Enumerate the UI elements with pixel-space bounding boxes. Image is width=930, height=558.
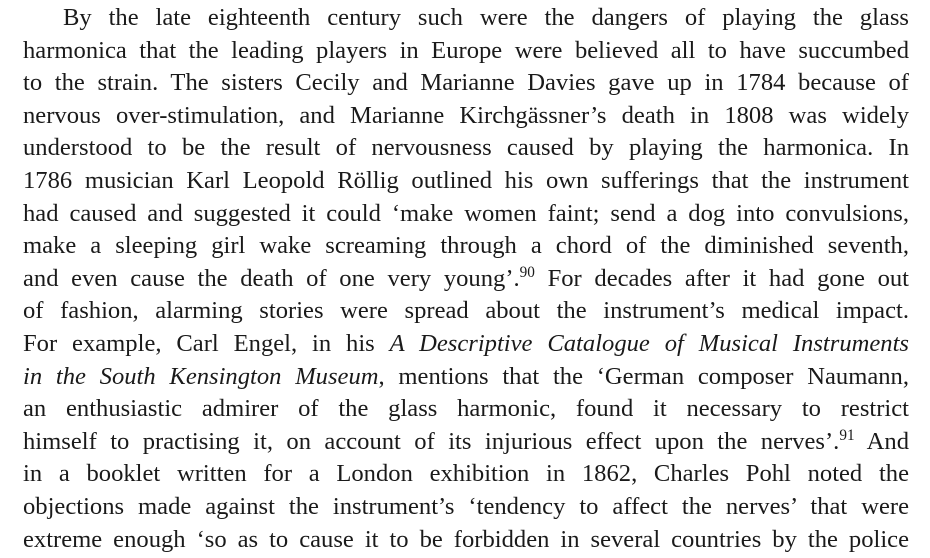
- text-line: [23, 165, 909, 198]
- line-text: himself to practising it, on account of its injurious effect upon the nerves’.: [23, 427, 840, 455]
- document-page: [23, 2, 909, 556]
- line-text: And: [854, 427, 909, 455]
- text-line: [23, 328, 909, 361]
- line-text: of fashion, alarming stories were spread about the instrument’s medical impact.: [23, 297, 909, 325]
- text-line: [23, 361, 909, 394]
- line-text: By the late eighteenth century such were the dangers of playing the glass: [63, 4, 909, 31]
- line-text: harmonica that the leading players in Europe were believed all to have succumbed: [23, 36, 909, 64]
- body-paragraph: [23, 2, 909, 556]
- line-text: 1786 musician Karl Leopold Röllig outlined his own sufferings that the instrument: [23, 166, 909, 194]
- text-line: [23, 230, 909, 263]
- line-text: objections made against the instrument’s ‘tendency to affect the nerves’ that were: [23, 492, 909, 520]
- line-text: an enthusiastic admirer of the glass harmonic, found it necessary to restrict: [23, 395, 909, 423]
- line-text: nervous over-stimulation, and Marianne Kirchgässner’s death in 1808 was widely: [23, 101, 909, 129]
- line-text: in a booklet written for a London exhibition in 1862, Charles Pohl noted the: [23, 460, 909, 488]
- text-line: [23, 491, 909, 524]
- footnote-marker-91: 91: [839, 427, 855, 445]
- text-line: [23, 393, 909, 426]
- text-line: [23, 132, 909, 165]
- line-text: had caused and suggested it could ‘make women faint; send a dog into convulsions,: [23, 199, 909, 227]
- text-line: [23, 35, 909, 68]
- text-line: [23, 426, 909, 459]
- text-line: [23, 295, 909, 328]
- book-title-part-2: in the South Kensington Museum: [23, 362, 379, 390]
- book-title-part-1: A Descriptive Catalogue of Musical Instruments: [389, 329, 909, 357]
- line-text: understood to be the result of nervousness caused by playing the harmonica. In: [23, 134, 909, 162]
- text-line: [23, 524, 909, 557]
- text-line: [23, 263, 909, 296]
- line-text: and even cause the death of one very young’.: [23, 264, 520, 292]
- line-text: , mentions that the ‘German composer Naumann,: [378, 362, 909, 390]
- text-line: [23, 458, 909, 491]
- footnote-marker-90: 90: [519, 264, 535, 282]
- text-line: [23, 198, 909, 231]
- line-text: extreme enough ‘so as to cause it to be forbidden in several countries by the police: [23, 525, 909, 553]
- text-line: [23, 2, 909, 35]
- line-text: For decades after it had gone out: [534, 264, 909, 292]
- text-line: [23, 100, 909, 133]
- line-text: For example, Carl Engel, in his: [23, 329, 390, 357]
- text-line: [23, 67, 909, 100]
- line-text: to the strain. The sisters Cecily and Marianne Davies gave up in 1784 because of: [23, 69, 909, 97]
- line-text: make a sleeping girl wake screaming through a chord of the diminished seventh,: [23, 232, 909, 260]
